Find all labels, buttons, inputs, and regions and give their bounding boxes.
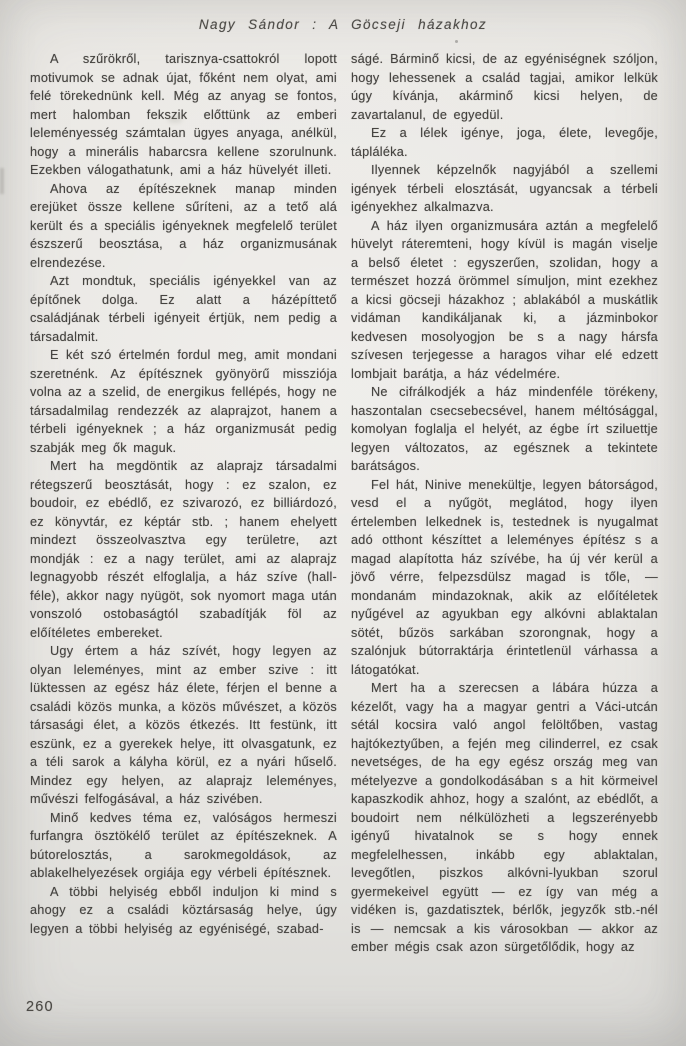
paragraph: Azt mondtuk, speciális igényekkel van az építőnek dolga. Ez alatt a házépíttető családjának térbeli igényeit értjük, nem pedig a társadalmit.	[30, 274, 337, 344]
text-column-right	[351, 50, 658, 957]
page-number: 260	[26, 999, 54, 1015]
paragraph: Mert ha a szerecsen a lábára húzza a kézelőt, vagy ha a magyar gentri a Váci-utcán sétál kocsira való angol felöltőben, vastag hajtókeztyűben, a fején meg cilinderrel, ez csak nevetséges, de ha egy egész ország meg van mételyezve a gondolkodásában s a hit körmeivel kapaszkodik ahhoz, hogy a szalónt, az ebédlőt, a boudoirt nem nélkülözheti a legszerényebb igényű hivatalnok se s hogy ennek megfelelhessen, inkább egy ablaktalan, levegőtlen, piszkos alkóvni-lyukban szorul gyermekeivel együtt — ez így van még a vidéken is, gazdatisztek, bérlők, jegyzők stb.-nél is — nemcsak a kis városokban — akkor az ember mégis csak azon sürgetőlődik, hogy az	[351, 681, 658, 954]
paragraph: ságé. Bárminő kicsi, de az egyéniségnek szóljon, hogy lehessenek a család tagjai, amikor lelkük úgy kívánja, akárminő kicsi helyen, de zavartalanul, de egyedül.	[351, 52, 658, 122]
paragraph: A szűrökről, tarisznya-csattokról lopott motivumok se adnak újat, főként nem olyat, ami felé törekednünk kell. Még az anyag se fontos, mert halomban fekszik előttünk az emberi leleményesség számtalan ügyes anyaga, anélkül, hogy a minerális habarcsra kellene szorulnunk. Ezekben válogathatunk, ami a ház hüvelyét illeti.	[30, 52, 337, 177]
paragraph: Ahova az építészeknek manap minden erejüket össze kellene sűríteni, az a tető alá került és a speciális igényeknek megfelelő terület észszerű beosztása, a ház organizmusának elrendezése.	[30, 181, 337, 270]
text-column-left	[30, 50, 337, 957]
running-header: Nagy Sándor : A Göcseji házakhoz	[198, 17, 488, 32]
paragraph: Minő kedves téma ez, valóságos hermeszi furfangra ösztökélő terület az építészeknek. A bútorelosztás, a sarokmegoldások, az ablakelhelyezések orgiája egy vérbeli építésznek.	[30, 810, 337, 880]
paragraph: Mert ha megdöntik az alaprajz társadalmi rétegszerű beosztását, hogy : ez szalon, ez boudoir, ez ebédlő, ez szivarozó, ez billiárdozó, ez könyvtár, ez képtár stb. ; hanem ehelyett mindezt összeolvasztva egy területre, azt mondják : ez a nagy terület, ami az alaprajz legnagyobb részét elfoglalja, a ház szíve (hall-féle), akkor nagy nyügöt, sok nyomort maga után vonszoló ostobaságtól szabadítják föl az előítéletes embereket.	[30, 459, 337, 640]
paragraph: Ilyennek képzelnők nagyjából a szellemi igények térbeli elosztását, ugyancsak a térbeli igényekhez alkalmazva.	[351, 163, 658, 214]
paragraph: Fel hát, Ninive menekültje, legyen bátorságod, vesd el a nyűgöt, meglátod, hogy ilyen értelemben lelkednek is, testednek is nyugalmat adó otthont készíttet a leleményes építész s a magad alapította ház szívébe, ha új vér kerül a jövő vérre, felpezsdülsz magad is tőle, — mondanám mindazoknak, akik az előítéletek nyűgével az agyukban egy alkóvni ablaktalan sötét, bűzös sarkában szorongnak, hogy a szalónjuk bútorraktárja érintetlenül várhassa a látogatókat.	[351, 477, 658, 677]
text-columns	[0, 32, 686, 957]
paragraph: A ház ilyen organizmusára aztán a megfelelő hüvelyt ráteremteni, hogy kívül is magán viselje a belső életet : egyszerűen, szolidan, hogy a természet hozzá örömmel símuljon, mint ezekhez a kicsi göcseji házakhoz ; ablakából a muskátlik vidáman kandikáljanak ki, a jázminbokor kedvesen mosolyogjon be s a nagy hársfa szívesen terjegesse a haragos vihar elé edzett lombjait barátja, a ház védelmére.	[351, 218, 658, 381]
paragraph: Ugy értem a ház szívét, hogy legyen az olyan leleményes, mint az ember szive : itt lüktessen az egész ház élete, férjen el benne a családi közös munka, a közös művészet, a közös társasági élet, a közös étkezés. Itt festünk, itt eszünk, ez a gyerekek helye, itt olvasgatunk, ez a téli sarok a kályha körül, ez a nyári hűselő. Mindez egy helyen, az alaprajz leleményes, művészi felfogásával, a ház szivében.	[30, 644, 337, 806]
paragraph: E két szó értelmén fordul meg, amit mondani szeretnénk. Az építésznek gyönyörű missziója volna az a szelid, de energikus fellépés, hogy ne társadalmilag rendezzék az alaprajzot, hanem a térbeli igényeknek ; a ház organizmusát pedig szabják meg ők maguk.	[30, 348, 337, 455]
paragraph: Ez a lélek igénye, joga, élete, levegője, tápláléka.	[351, 126, 658, 159]
paragraph: Ne cifrálkodjék a ház mindenféle törékeny, haszontalan csecsebecsével, hanem méltósággal, komolyan foglalja el helyét, az égbe írt sziluettje legyen változatos, az egésznek a tekintete barátságos.	[351, 385, 658, 473]
paragraph: A többi helyiség ebből induljon ki mind s ahogy ez a családi köztársaság helye, úgy legyen a többi helyiség az egyéniségé, szabad-	[30, 884, 337, 936]
